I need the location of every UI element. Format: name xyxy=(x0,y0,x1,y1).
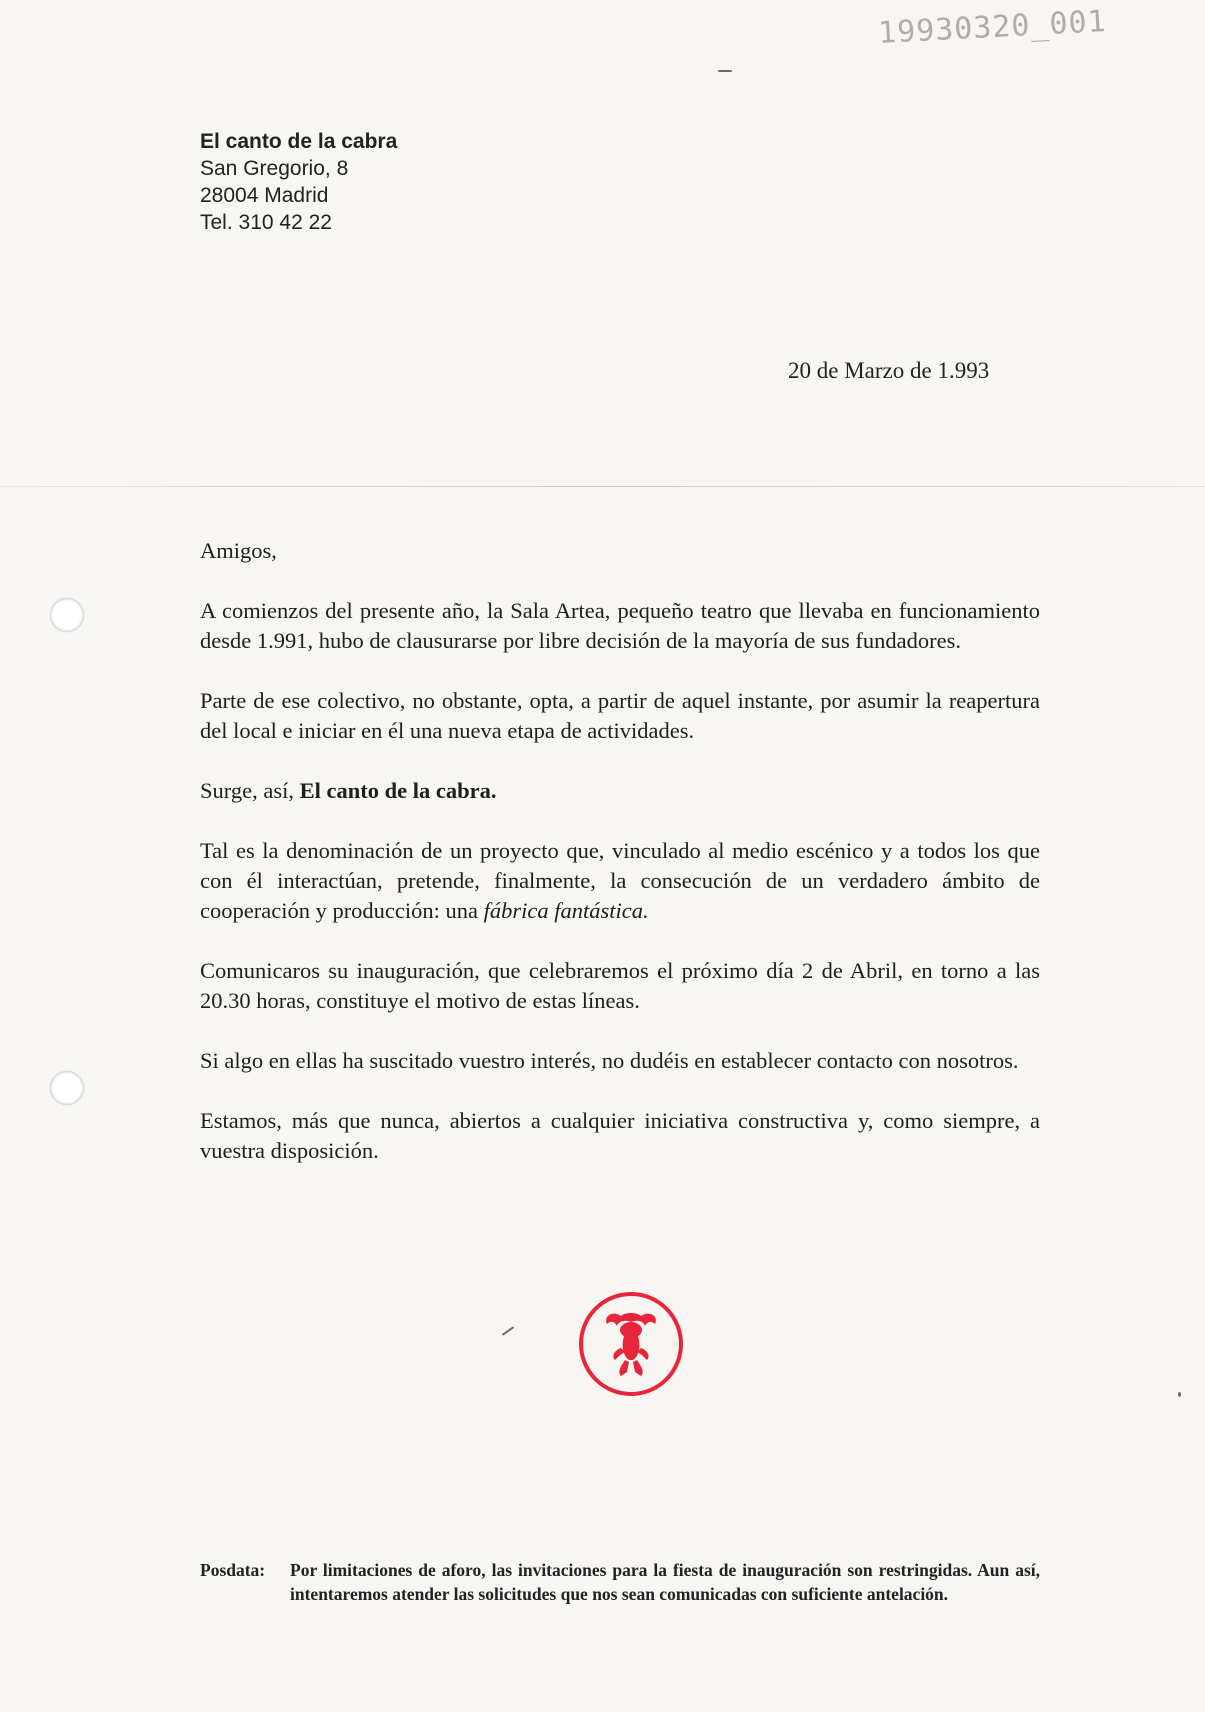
punch-hole-top xyxy=(50,598,84,632)
paper-speck xyxy=(502,1326,515,1336)
paragraph-1: A comienzos del presente año, la Sala Artea, pequeño teatro que llevaba en funcionamiento desde 1.991, hubo de clausurarse por libre decisión de la mayoría de sus fundadores. xyxy=(200,598,1040,653)
sender-street: San Gregorio, 8 xyxy=(200,157,349,180)
sender-address xyxy=(200,128,397,236)
punch-hole-bottom xyxy=(50,1071,84,1105)
paragraph-3-lead: Surge, así, xyxy=(200,778,300,803)
greeting: Amigos, xyxy=(200,538,277,563)
paragraph-6: Si algo en ellas ha suscitado vuestro interés, no dudéis en establecer contacto con nosotros. xyxy=(200,1048,1019,1073)
letter-date: 20 de Marzo de 1.993 xyxy=(788,358,990,383)
paper-speck xyxy=(1178,1392,1181,1397)
sender-city: 28004 Madrid xyxy=(200,184,329,207)
paragraph-4 xyxy=(200,836,1040,926)
paragraph-7: Estamos, más que nunca, abiertos a cualquier iniciativa constructiva y, como siempre, a vuestra disposición. xyxy=(200,1108,1040,1163)
paragraph-5: Comunicaros su inauguración, que celebraremos el próximo día 2 de Abril, en torno a las 20.30 horas, constituye el motivo de estas líneas. xyxy=(200,958,1040,1013)
paragraph-4-text: Tal es la denominación de un proyecto que, vinculado al medio escénico y a todos los que con él interactúan, pretende, finalmente, la consecución de un verdadero ámbito de cooperación y producción: una xyxy=(200,838,1040,923)
paragraph-3-name: El canto de la cabra. xyxy=(299,778,497,803)
paper-fold-line xyxy=(0,486,1205,487)
paper-speck xyxy=(718,70,732,72)
sender-phone: Tel. 310 42 22 xyxy=(200,211,332,234)
postscript-text: Por limitaciones de aforo, las invitaciones para la fiesta de inauguración son restringidas. Aun así, intentaremos atender las solicitudes que nos sean comunicadas con suficiente antelación. xyxy=(290,1560,1040,1604)
paragraph-3 xyxy=(200,776,1040,806)
paragraph-4-italic: fábrica fantástica. xyxy=(483,898,649,923)
paragraph-2: Parte de ese colectivo, no obstante, opta, a partir de aquel instante, por asumir la reapertura del local e iniciar en él una nueva etapa de actividades. xyxy=(200,688,1040,743)
postscript-label: Posdata: xyxy=(200,1560,266,1580)
postscript xyxy=(200,1558,1040,1606)
goat-logo-stamp-icon xyxy=(577,1290,685,1398)
archive-code: 19930320_001 xyxy=(877,4,1108,51)
sender-name: El canto de la cabra xyxy=(200,130,398,153)
letter-body xyxy=(200,536,1040,1196)
